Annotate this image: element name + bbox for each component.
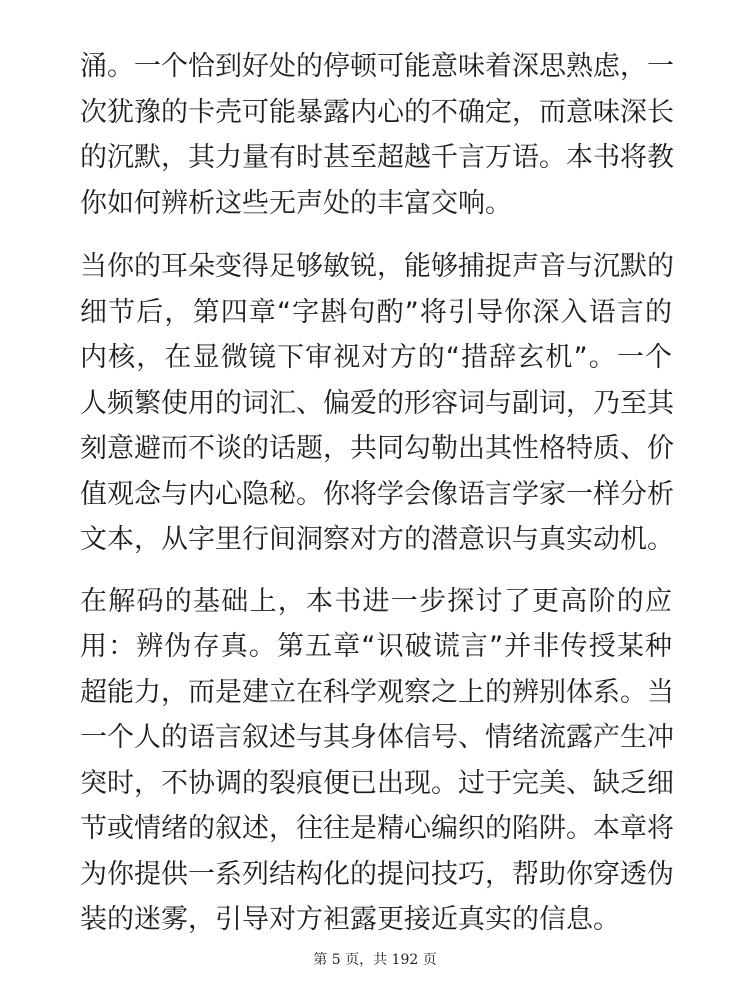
text-line: 涌。一个恰到好处的停顿可能意味着深思熟虑，一: [80, 51, 674, 82]
text-line: 细节后，第四章“字斟句酌”将引导你深入语言的: [80, 296, 672, 328]
text-line: 在解码的基础上，本书进一步探讨了更高阶的应: [80, 585, 672, 617]
text-line: 人频繁使用的词汇、偏爱的形容词与副词，乃至其: [80, 387, 674, 419]
text-line: 当你的耳朵变得足够敏锐，能够捕捉声音与沉默的: [80, 251, 674, 282]
text-line: 内核，在显微镜下审视对方的“措辞玄机”。一个: [80, 342, 672, 373]
text-line: 的沉默，其力量有时甚至超越千言万语。本书将教: [80, 142, 674, 173]
body-text: [80, 44, 672, 943]
text-line: 你如何辨析这些无声处的丰富交响。: [80, 187, 512, 219]
text-line: 次犹豫的卡壳可能暴露内心的不确定，而意味深长: [80, 96, 674, 128]
text-line: 节或情绪的叙述，往往是精心编织的陷阱。本章将: [80, 813, 674, 844]
page-number-footer: 第 5 页，共 192 页: [313, 952, 437, 968]
text-line: 突时，不协调的裂痕便已出现。过于完美、缺乏细: [80, 767, 674, 799]
text-line: 用：辨伪存真。第五章“识破谎言”并非传授某种: [80, 631, 672, 662]
text-line: 超能力，而是建立在科学观察之上的辨别体系。当: [80, 676, 674, 708]
text-line: 文本，从字里行间洞察对方的潜意识与真实动机。: [80, 524, 674, 555]
text-line: 一个人的语言叙述与其身体信号、情绪流露产生冲: [80, 722, 674, 753]
text-line: 值观念与内心隐秘。你将学会像语言学家一样分析: [80, 478, 674, 510]
paragraph-2: [80, 244, 672, 563]
paragraph-1: [80, 44, 672, 226]
text-line: 刻意避而不谈的话题，共同勾勒出其性格特质、价: [80, 433, 674, 464]
paragraph-3: [80, 579, 672, 943]
text-line: 装的迷雾，引导对方袒露更接近真实的信息。: [80, 904, 620, 935]
text-line: 为你提供一系列结构化的提问技巧，帮助你穿透伪: [80, 858, 674, 890]
